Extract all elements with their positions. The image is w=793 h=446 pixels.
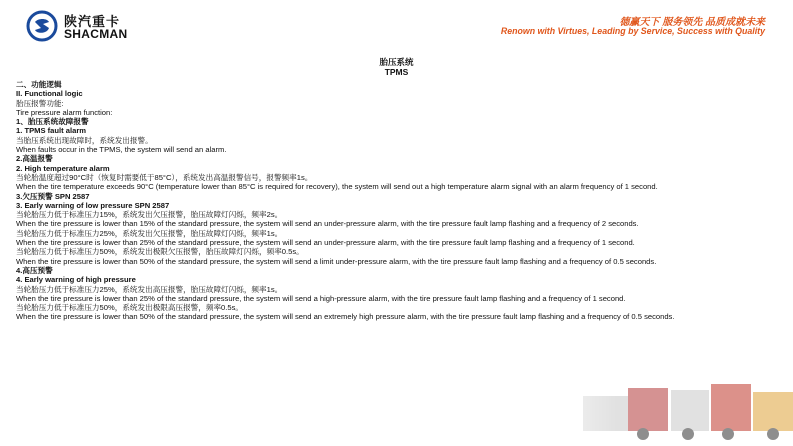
page-title-en: TPMS	[384, 67, 409, 77]
text-line: 3. Early warning of low pressure SPN 2587	[16, 200, 170, 210]
text-line: Tire pressure alarm function:	[16, 107, 113, 117]
text-line: 1、胎压系统故障报警	[16, 117, 89, 127]
text-line: 2. High temperature alarm	[16, 163, 110, 173]
header	[0, 0, 793, 46]
truck-fleet-image	[523, 366, 793, 446]
text-line: When the tire pressure is lower than 25% of the standard pressure, the system will send a high-pressure alarm, with the tire pressure fault lamp flashing and a frequency of 1 second.	[16, 293, 626, 303]
brand-name-en: SHACMAN	[64, 27, 128, 41]
text-line: 当轮胎压力低于标准压力50%，系统发出极限欠压报警，胎压故障灯闪烁，频率0.5s。	[16, 247, 304, 257]
text-line: When the tire pressure is lower than 25% of the standard pressure, the system will send an under-pressure alarm, with the tire pressure fault lamp flashing and a frequency of 1 second.	[16, 238, 635, 248]
page-title-cn: 胎压系统	[379, 57, 414, 67]
text-line: When the tire temperature exceeds 90°C (temperature lower than 85°C is required for recovery), the system will send out a high temperature alarm signal with an alarm frequency of 1 second.	[16, 182, 658, 192]
text-line: 胎压报警功能:	[16, 98, 64, 108]
brand-name-cn: 陕汽重卡	[64, 14, 121, 29]
text-line: 二、功能逻辑	[16, 80, 62, 89]
slogan-en: Renown with Virtues, Leading by Service, Success with Quality	[500, 26, 765, 36]
text-line: 当胎压系统出现故障时，系统发出报警。	[16, 135, 153, 145]
text-line: 当轮胎压力低于标准压力25%，系统发出欠压报警，胎压故障灯闪烁，频率1s。	[16, 228, 283, 238]
text-line: 4. Early warning of high pressure	[16, 275, 136, 285]
text-line: 4.高压预警	[16, 265, 53, 275]
text-line: 当轮胎温度超过90°C时（恢复时需要低于85°C），系统发出高温报警信号，报警频率1s。	[16, 172, 313, 182]
document-body	[16, 80, 744, 322]
text-line: 当轮胎压力低于标准压力50%，系统发出极限高压报警，频率0.5s。	[16, 303, 243, 313]
text-line: 当轮胎压力低于标准压力15%，系统发出欠压报警，胎压故障灯闪烁，频率2s。	[16, 210, 283, 220]
slogan-cn: 德赢天下 服务领先 品质成就未来	[619, 17, 765, 28]
text-line: When the tire pressure is lower than 15% of the standard pressure, the system will send an under-pressure alarm, with the tire pressure fault lamp flashing and a frequency of 2 seconds.	[16, 219, 639, 229]
text-line: 当轮胎压力低于标准压力25%，系统发出高压报警，胎压故障灯闪烁，频率1s。	[16, 284, 283, 294]
text-line: When faults occur in the TPMS, the system will send an alarm.	[16, 145, 227, 155]
text-line: When the tire pressure is lower than 50% of the standard pressure, the system will send an extremely high pressure alarm, with the tire pressure fault lamp flashing and a frequency of 0.5 seconds.	[16, 312, 675, 322]
text-line: 3.欠压预警 SPN 2587	[16, 191, 90, 201]
shacman-logo-icon	[26, 10, 58, 42]
text-line: 1. TPMS fault alarm	[16, 126, 87, 136]
text-line: When the tire pressure is lower than 50% of the standard pressure, the system will send a limit under-pressure alarm, with the tire pressure fault lamp flashing and a frequency of 0.5 seconds.	[16, 256, 657, 266]
text-line: II. Functional logic	[16, 89, 83, 99]
text-line: 2.高温报警	[16, 154, 53, 164]
